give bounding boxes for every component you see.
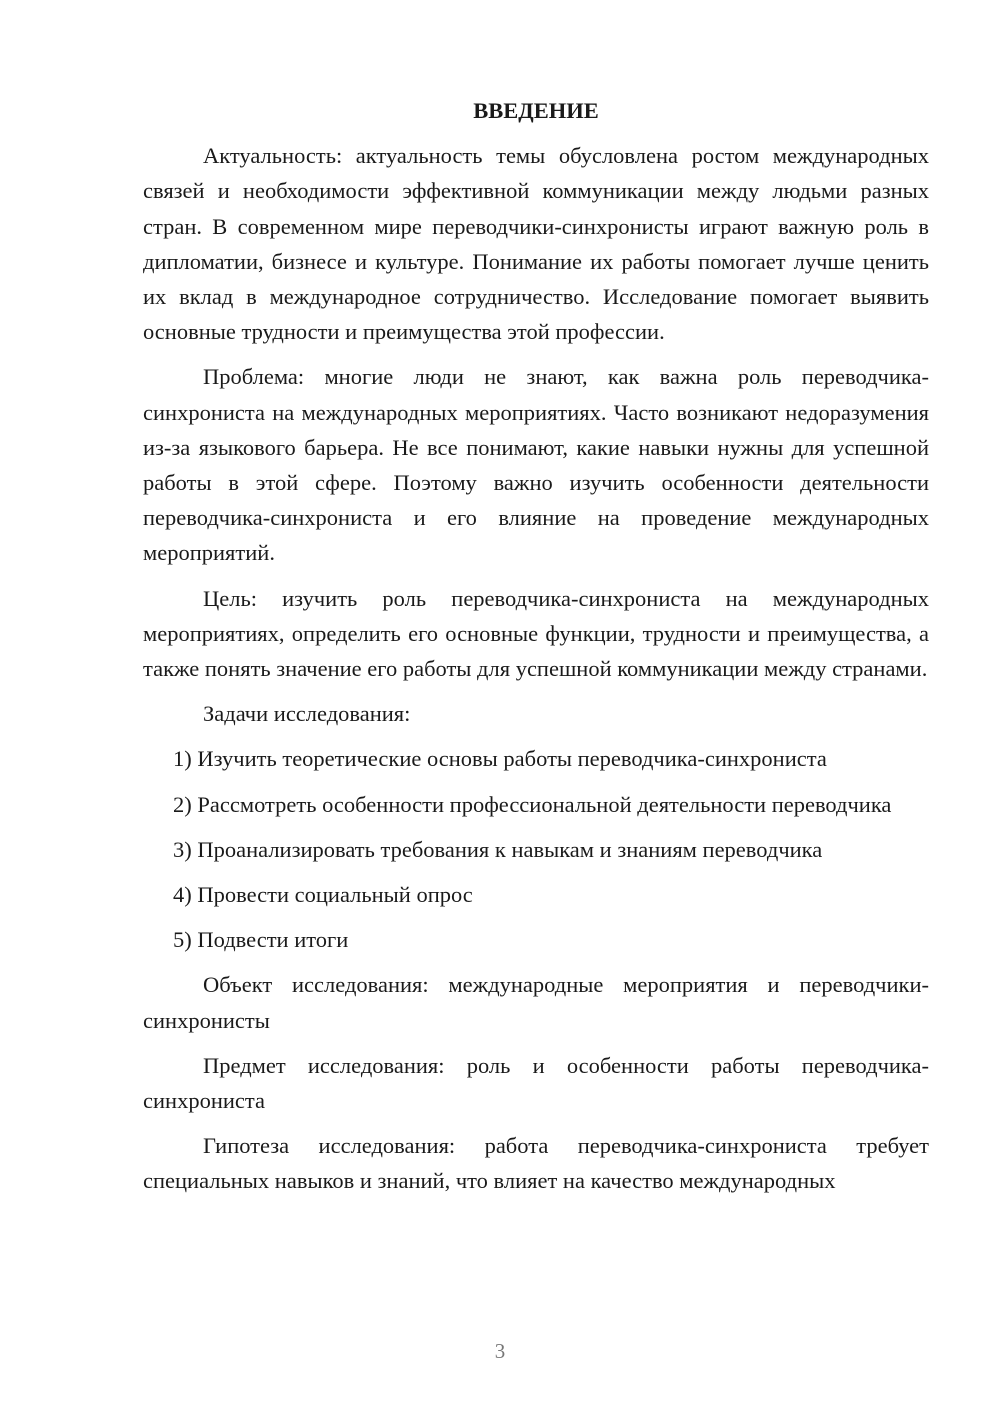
- paragraph-subject: Предмет исследования: роль и особенности работы переводчика-синхрониста: [143, 1052, 929, 1114]
- paragraph-problem: Проблема: многие люди не знают, как важна роль переводчика-синхрониста на международных мероприятиях. Часто возникают недоразумения из-за языкового барьера. Не все понимают, какие навыки нужны для успешной работы в этой сфере. Поэтому важно изучить особенности деятельности переводчика-синхрониста и его влияние на проведение международных мероприятий.: [143, 364, 929, 566]
- task-item-1: 1) Изучить теоретические основы работы переводчика-синхрониста: [173, 746, 827, 772]
- task-item-4: 4) Провести социальный опрос: [173, 882, 473, 908]
- paragraph-goal: Цель: изучить роль переводчика-синхрониста на международных мероприятиях, определить его основные функции, трудности и преимущества, а также понять значение его работы для успешной коммуникации между странами.: [143, 585, 929, 682]
- task-item-5: 5) Подвести итоги: [173, 927, 349, 953]
- paragraph-relevance: Актуальность: актуальность темы обусловлена ростом международных связей и необходимости эффективной коммуникации между людьми разных стран. В современном мире переводчики-синхронисты играют важную роль в дипломатии, бизнесе и культуре. Понимание их работы помогает лучше ценить их вклад в международное сотрудничество. Исследование помогает выявить основные трудности и преимущества этой профессии.: [143, 143, 929, 345]
- page-content: [143, 93, 929, 1209]
- section-heading: ВВЕДЕНИЕ: [473, 98, 599, 123]
- tasks-title: Задачи исследования:: [203, 701, 411, 727]
- paragraph-hypothesis: Гипотеза исследования: работа переводчика-синхрониста требует специальных навыков и знаний, что влияет на качество международных: [143, 1133, 929, 1194]
- task-item-3: 3) Проанализировать требования к навыкам и знаниям переводчика: [173, 836, 823, 862]
- page-number: 3: [494, 1339, 506, 1363]
- task-item-2: 2) Рассмотреть особенности профессиональной деятельности переводчика: [173, 791, 892, 817]
- paragraph-object: Объект исследования: международные мероприятия и переводчики-синхронисты: [143, 972, 929, 1033]
